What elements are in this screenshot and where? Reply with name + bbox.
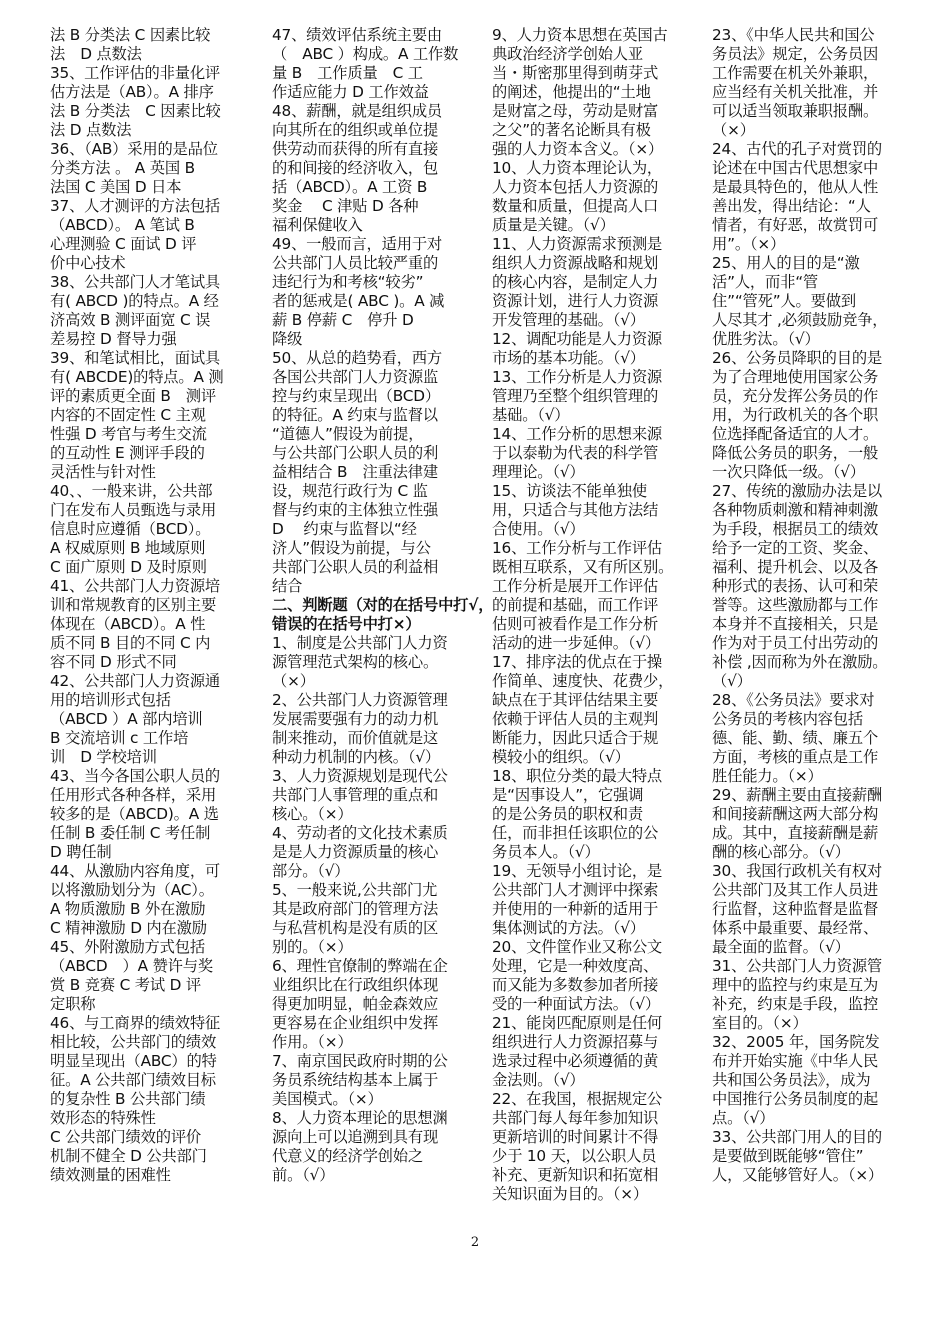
text-line: 灵活性与针对性 <box>50 463 156 481</box>
text-line: 一次只降低一级。（√） <box>712 463 865 481</box>
text-line: 12、调配功能是人力资源 <box>492 330 663 348</box>
text-line: 活动的进一步延伸。（√） <box>492 634 660 652</box>
text-line: 9、人力资本思想在英国古 <box>492 26 668 44</box>
text-line: 体现在（ABCD）。A 性 <box>50 615 206 633</box>
text-line: 室目的。（×） <box>712 1014 808 1032</box>
text-line: 46、与工商界的绩效特征 <box>50 1014 221 1032</box>
text-line: 济人”假设为前提，与公 <box>272 539 431 557</box>
text-line: 用”。（×） <box>712 235 786 253</box>
text-line: 合使用。（√） <box>492 520 585 538</box>
text-line: 布并开始实施《中华人民 <box>712 1052 879 1070</box>
text-line: 公务员的考核内容包括 <box>712 710 863 728</box>
text-line: 公共部门及其工作人员进 <box>712 881 879 899</box>
text-line: 37、人才测评的方法包括 <box>50 197 221 215</box>
text-line: 是要做到既能够“管住” <box>712 1147 864 1165</box>
text-line: 降级 <box>272 330 303 348</box>
text-line: 基础。（√） <box>492 406 570 424</box>
text-line: 务员系统结构基本上属于 <box>272 1071 439 1089</box>
text-line: 28、《公务员法》要求对 <box>712 691 875 709</box>
text-line: 10、人力资本理论认为， <box>492 159 663 177</box>
text-line: 定职称 <box>50 995 96 1013</box>
text-line: D 约束与监督以“经 <box>272 520 417 538</box>
text-line: 3、人力资源规划是现代公 <box>272 767 448 785</box>
text-line: 降低公务员的职务，一般 <box>712 444 879 462</box>
text-line: 源管理范式架构的核心。 <box>272 653 439 671</box>
text-line: （ABCD ）A 赞许与奖 <box>50 957 213 975</box>
text-line: 14、工作分析的思想来源 <box>492 425 663 443</box>
text-line: 21、能岗匹配原则是任何 <box>492 1014 663 1032</box>
text-line: 各国公共部门人力资源监 <box>272 368 439 386</box>
text-line: 种动力机制的内核。（√） <box>272 748 440 766</box>
text-line: 估则可被看作是工作分析 <box>492 615 659 633</box>
text-line: 公共部门人员比较严重的 <box>272 254 439 272</box>
text-line: 估方法是（AB）。A 排序 <box>50 83 214 101</box>
text-line: 既相互联系，又有所区别。 <box>492 558 674 576</box>
text-line: 16、工作分析与工作评估 <box>492 539 663 557</box>
page-number: 2 <box>470 1235 480 1250</box>
text-line: 别的。（×） <box>272 938 353 956</box>
text-line: 质量是关键。（√） <box>492 216 615 234</box>
text-line: 是最具特色的，他从人性 <box>712 178 879 196</box>
text-line: 5、一般来说,公共部门尤 <box>272 881 438 899</box>
text-line: 补充，约束是手段，监控 <box>712 995 879 1013</box>
text-line: 20、文件筐作业又称公文 <box>492 938 663 956</box>
text-line: 当・斯密那里得到萌芽式 <box>492 64 659 82</box>
text-line: 2、公共部门人力资源管理 <box>272 691 448 709</box>
text-line: 42、公共部门人力资源通 <box>50 672 221 690</box>
text-line: 任制 B 委任制 C 考任制 <box>50 824 211 842</box>
text-line: 福利保健收入 <box>272 216 363 234</box>
text-line: 关知识面为目的。（×） <box>492 1185 648 1203</box>
text-line: 胜任能力。（×） <box>712 767 823 785</box>
text-line: 机制不健全 D 公共部门 <box>50 1147 207 1165</box>
text-line: 征。A 公共部门绩效目标 <box>50 1071 216 1089</box>
text-line: 44、从激励内容角度，可 <box>50 862 221 880</box>
text-line: 活”人，而非“管 <box>712 273 819 291</box>
text-line: 依赖于评估人员的主观判 <box>492 710 659 728</box>
text-line: 45、外附激励方式包括 <box>50 938 205 956</box>
text-line: 的复杂性 B 公共部门绩 <box>50 1090 206 1108</box>
text-line: 以将激励划分为（AC）。 <box>50 881 214 899</box>
text-line: 的互动性 E 测评手段的 <box>50 444 205 462</box>
text-line: 50、从总的趋势看，西方 <box>272 349 443 367</box>
text-line: 薪 B 停薪 C 停升 D <box>272 311 414 329</box>
text-line: （√） <box>712 672 752 690</box>
text-line: 法 D 点数法 <box>50 121 132 139</box>
text-line: 业组织比在行政组织体现 <box>272 976 439 994</box>
text-line: B 交流培训 c 工作培 <box>50 729 189 747</box>
text-line: 效形态的特殊性 <box>50 1109 156 1127</box>
text-line: 的阐述，他提出的“土地 <box>492 83 651 101</box>
text-line: 处理，它是一种效度高、 <box>492 957 659 975</box>
text-line: 少于 10 天，以公职人员 <box>492 1147 657 1165</box>
text-line: 为了合理地使用国家公务 <box>712 368 879 386</box>
text-line: 者的惩戒是( ABC )。A 减 <box>272 292 445 310</box>
text-line: 的特征。A 约束与监督以 <box>272 406 438 424</box>
text-line: 较多的是（ABCD)。A 选 <box>50 805 219 823</box>
text-line: 模较小的组织。（√） <box>492 748 630 766</box>
text-line: 是财富之母，劳动是财富 <box>492 102 659 120</box>
text-line: 11、人力资源需求预测是 <box>492 235 663 253</box>
text-line: 36、（AB）采用的是品位 <box>50 140 218 158</box>
text-line: 市场的基本功能。（√） <box>492 349 645 367</box>
text-line: 用，为行政机关的各个职 <box>712 406 879 424</box>
text-line: 督与约束的主体独立性强 <box>272 501 439 519</box>
text-line: 情者，有好恶，故赏罚可 <box>712 216 879 234</box>
text-line: C 精神激励 D 内在激励 <box>50 919 207 937</box>
text-line: 源向上可以追溯到具有现 <box>272 1128 439 1146</box>
text-line: 公共部门人才测评中探索 <box>492 881 659 899</box>
text-line: 的前提和基础，而工作评 <box>492 596 659 614</box>
text-line: 资源计划，进行人力资源 <box>492 292 659 310</box>
text-line: 理中的监控与约束是互为 <box>712 976 879 994</box>
text-line: 有( ABCD )的特点。A 经 <box>50 292 219 310</box>
text-line: 成。其中，直接薪酬是薪 <box>712 824 879 842</box>
text-line: 住”“管死”人。要做到 <box>712 292 856 310</box>
text-line: 典政治经济学创始人亚 <box>492 45 643 63</box>
text-line: 控与约束呈现出（BCD） <box>272 387 440 405</box>
text-line: 7、南京国民政府时期的公 <box>272 1052 448 1070</box>
text-column-1 <box>50 26 242 1185</box>
text-line: 强的人力资本含义。（×） <box>492 140 664 158</box>
text-line: 分类方法 。 A 英国 B <box>50 159 195 177</box>
text-line: 法 D 点数法 <box>50 45 142 63</box>
text-line: 部分。（√） <box>272 862 350 880</box>
text-line: 并使用的一种新的适用于 <box>492 900 659 918</box>
text-line: 补偿 ,因而称为外在激励。 <box>712 653 888 671</box>
text-line: 酬的核心部分。（√） <box>712 843 850 861</box>
text-line: 作简单、速度快、花费少， <box>492 672 674 690</box>
text-line: 方面，考核的重点是工作 <box>712 748 879 766</box>
text-line: 38、公共部门人才笔试具 <box>50 273 221 291</box>
text-line: 济高效 B 测评面宽 C 误 <box>50 311 211 329</box>
text-line: A 权威原则 B 地域原则 <box>50 539 206 557</box>
text-line: 可以适当领取兼职报酬。 <box>712 102 879 120</box>
text-line: 结合 <box>272 577 303 595</box>
text-line: 缺点在于其评估结果主要 <box>492 691 659 709</box>
text-line: 括（ABCD）。A 工资 B <box>272 178 428 196</box>
text-line: 与私营机构是没有质的区 <box>272 919 439 937</box>
text-line: 组织人力资源战略和规划 <box>492 254 659 272</box>
text-line: 27、传统的激励办法是以 <box>712 482 883 500</box>
section-heading-line: 二、判断题（对的在括号中打√， <box>272 596 494 614</box>
text-line: 德、能、勤、绩、廉五个 <box>712 729 879 747</box>
text-line: 受的一种面试方法。（√） <box>492 995 660 1013</box>
text-line: 和间接薪酬这两大部分构 <box>712 805 879 823</box>
text-line: 26、公务员降职的目的是 <box>712 349 883 367</box>
text-line: 心理测验 C 面试 D 评 <box>50 235 197 253</box>
text-line: 共和国公务员法》，成为 <box>712 1071 871 1089</box>
text-line: 奖金 C 津贴 D 各种 <box>272 197 419 215</box>
text-line: 人，又能够管好人。（×） <box>712 1166 884 1184</box>
text-line: 作为对于员工付出劳动的 <box>712 634 879 652</box>
text-line: 19、无领导小组讨论，是 <box>492 862 663 880</box>
text-line: 给予一定的工资、奖金、 <box>712 539 879 557</box>
text-line: （ ABC ）构成。A 工作数 <box>272 45 459 63</box>
text-line: 49、一般而言，适用于对 <box>272 235 443 253</box>
text-line: 核心。（×） <box>272 805 353 823</box>
text-line: 与公共部门公职人员的利 <box>272 444 439 462</box>
text-line: 绩效测量的困难性 <box>50 1166 171 1184</box>
text-line: 各种物质刺激和精神刺激 <box>712 501 879 519</box>
text-line: 共部门人事管理的重点和 <box>272 786 439 804</box>
text-line: 集体测试的方法。（√） <box>492 919 645 937</box>
text-line: 其是政府部门的管理方法 <box>272 900 439 918</box>
text-line: 17、排序法的优点在于操 <box>492 653 663 671</box>
text-line: 工作分析是展开工作评估 <box>492 577 659 595</box>
text-line: 容不同 D 形式不同 <box>50 653 177 671</box>
text-line: 性强 D 考官与考生交流 <box>50 425 207 443</box>
text-line: 制来推动，而价值就是这 <box>272 729 439 747</box>
text-line: 誉等。这些激励都与工作 <box>712 596 879 614</box>
text-line: 福利、提升机会、以及各 <box>712 558 879 576</box>
text-line: 任用形式各种各样，采用 <box>50 786 217 804</box>
text-line: 法 B 分类法 C 因素比较 <box>50 102 221 120</box>
text-line: 行监督，这种监督是监督 <box>712 900 879 918</box>
text-line: 31、公共部门人力资源管 <box>712 957 883 975</box>
text-line: 信息时应遵循（BCD）。 <box>50 520 211 538</box>
text-line: 善出发，得出结论：“人 <box>712 197 871 215</box>
text-line: 员，充分发挥公务员的作 <box>712 387 879 405</box>
text-line: 30、我国行政机关有权对 <box>712 862 883 880</box>
text-line: 务员本人。（√） <box>492 843 600 861</box>
text-line: 法国 C 美国 D 日本 <box>50 178 182 196</box>
text-line: 15、访谈法不能单独使 <box>492 482 647 500</box>
text-line: 33、公共部门用人的目的 <box>712 1128 883 1146</box>
text-line: 6、理性官僚制的弊端在企 <box>272 957 448 975</box>
text-line: 23、《中华人民共和国公 <box>712 26 875 44</box>
text-line: 32、2005 年，国务院发 <box>712 1033 880 1051</box>
text-line: 明显呈现出（ABC）的特 <box>50 1052 217 1070</box>
text-line: （ABCD）。 A 笔试 B <box>50 216 195 234</box>
text-line: 4、劳动者的文化技术素质 <box>272 824 448 842</box>
text-line: 相比较，公共部门的绩效 <box>50 1033 217 1051</box>
text-line: 位选择配备适宜的人才。 <box>712 425 879 443</box>
text-line: 而又能为多数参加者所接 <box>492 976 659 994</box>
text-line: C 公共部门绩效的评价 <box>50 1128 202 1146</box>
text-column-4 <box>712 26 904 1185</box>
text-line: 8、人力资本理论的思想渊 <box>272 1109 448 1127</box>
text-line: 有( ABCDE)的特点。A 测 <box>50 368 224 386</box>
section-heading-line: 错误的在括号中打×） <box>272 615 421 633</box>
text-line: 最全面的监督。（√） <box>712 938 850 956</box>
text-line: C 面广原则 D 及时原则 <box>50 558 207 576</box>
text-line: 是是人力资源质量的核心 <box>272 843 439 861</box>
text-line: 40、、一般来讲，公共部 <box>50 482 213 500</box>
text-line: 论述在中国古代思想家中 <box>712 159 879 177</box>
text-line: 更新培训的时间累计不得 <box>492 1128 659 1146</box>
text-line: 种形式的表扬、认可和荣 <box>712 577 879 595</box>
text-line: 益相结合 B 注重法律建 <box>272 463 438 481</box>
text-line: 向其所在的组织或单位提 <box>272 121 439 139</box>
text-line: 发展需要强有力的动力机 <box>272 710 439 728</box>
text-line: 选录过程中必须遵循的黄 <box>492 1052 659 1070</box>
text-line: 用，只适合与其他方法结 <box>492 501 659 519</box>
text-column-3 <box>492 26 684 1204</box>
text-line: 共部门公职人员的利益相 <box>272 558 439 576</box>
text-line: 的和间接的经济收入，包 <box>272 159 439 177</box>
text-line: 43、当今各国公职人员的 <box>50 767 221 785</box>
text-line: 是“因事设人”，它强调 <box>492 786 644 804</box>
text-line: 18、职位分类的最大特点 <box>492 767 663 785</box>
text-line: 门在发布人员甄选与录用 <box>50 501 217 519</box>
text-line: 得更加明显，帕金森效应 <box>272 995 439 1013</box>
text-line: 人尽其才 ,必须鼓励竞争， <box>712 311 888 329</box>
text-line: 应当经有关机关批准，并 <box>712 83 879 101</box>
text-line: 25、用人的目的是“激 <box>712 254 860 272</box>
text-line: 之父”的著名论断具有极 <box>492 121 651 139</box>
text-line: 22、在我国，根据规定公 <box>492 1090 663 1108</box>
text-line: 13、工作分析是人力资源 <box>492 368 663 386</box>
text-line: 更容易在企业组织中发挥 <box>272 1014 439 1032</box>
text-line: 中国推行公务员制度的起 <box>712 1090 879 1108</box>
text-line: （ABCD ）A 部内培训 <box>50 710 203 728</box>
text-line: 47、绩效评估系统主要由 <box>272 26 443 44</box>
text-line: 训和常规教育的区别主要 <box>50 596 217 614</box>
text-line: 任，而非担任该职位的公 <box>492 824 659 842</box>
text-line: 35、工作评估的非量化评 <box>50 64 221 82</box>
text-line: 组织进行人力资源招募与 <box>492 1033 659 1051</box>
text-line: 29、薪酬主要由直接薪酬 <box>712 786 883 804</box>
text-line: 训 D 学校培训 <box>50 748 157 766</box>
text-line: 差易控 D 督导力强 <box>50 330 177 348</box>
text-line: 务员法》规定，公务员因 <box>712 45 879 63</box>
text-line: 违纪行为和考核“较劣” <box>272 273 424 291</box>
text-line: 48、薪酬，就是组织成员 <box>272 102 443 120</box>
text-line: 数量和质量，但提高人口 <box>492 197 659 215</box>
text-line: 管理乃至整个组织管理的 <box>492 387 659 405</box>
text-line: 理理论。（√） <box>492 463 585 481</box>
text-line: 评的素质更全面 B 测评 <box>50 387 216 405</box>
text-line: 供劳动而获得的所有直接 <box>272 140 439 158</box>
text-line: 工作需要在机关外兼职， <box>712 64 879 82</box>
text-line: 的是公务员的职权和责 <box>492 805 643 823</box>
text-line: 法 B 分类法 C 因素比较 <box>50 26 211 44</box>
text-line: 用的培训形式包括 <box>50 691 171 709</box>
text-line: “道德人”假设为前提， <box>272 425 424 443</box>
text-line: 量 B 工作质量 C 工 <box>272 64 423 82</box>
text-line: 质不同 B 目的不同 C 内 <box>50 634 211 652</box>
text-line: A 物质激励 B 外在激励 <box>50 900 206 918</box>
text-line: 断能力，因此只适合于规 <box>492 729 659 747</box>
text-line: 开发管理的基础。（√） <box>492 311 645 329</box>
text-line: 的核心内容，是制定人力 <box>492 273 659 291</box>
text-line: （×） <box>272 672 315 690</box>
text-line: 本身并不直接相关，只是 <box>712 615 879 633</box>
text-line: 24、古代的孔子对赏罚的 <box>712 140 883 158</box>
text-line: 前。（√） <box>272 1166 335 1184</box>
text-line: D 聘任制 <box>50 843 112 861</box>
text-column-2 <box>272 26 494 1185</box>
text-line: 设，规范行政行为 C 监 <box>272 482 428 500</box>
text-line: 赏 B 竞赛 C 考试 D 评 <box>50 976 201 994</box>
text-line: 代意义的经济学创始之 <box>272 1147 423 1165</box>
text-line: 41、公共部门人力资源培 <box>50 577 221 595</box>
text-line: 优胜劣汰。（√） <box>712 330 820 348</box>
text-line: 人力资本包括人力资源的 <box>492 178 659 196</box>
text-line: 美国模式。（×） <box>272 1090 383 1108</box>
text-line: 价中心技术 <box>50 254 126 272</box>
text-line: 体系中最重要、最经常、 <box>712 919 879 937</box>
text-line: 作用。（×） <box>272 1033 353 1051</box>
text-line: 共部门每人每年参加知识 <box>492 1109 659 1127</box>
text-line: 1、制度是公共部门人力资 <box>272 634 448 652</box>
text-line: 补充、更新知识和拓宽相 <box>492 1166 659 1184</box>
text-line: 为手段，根据员工的绩效 <box>712 520 879 538</box>
text-line: 39、和笔试相比，面试具 <box>50 349 221 367</box>
text-line: 金法则。（√） <box>492 1071 585 1089</box>
text-line: 点。（√） <box>712 1109 775 1127</box>
text-line: 于以泰勒为代表的科学管 <box>492 444 659 462</box>
text-line: 作适应能力 D 工作效益 <box>272 83 429 101</box>
text-line: 内容的不固定性 C 主观 <box>50 406 206 424</box>
text-line: （×） <box>712 121 755 139</box>
